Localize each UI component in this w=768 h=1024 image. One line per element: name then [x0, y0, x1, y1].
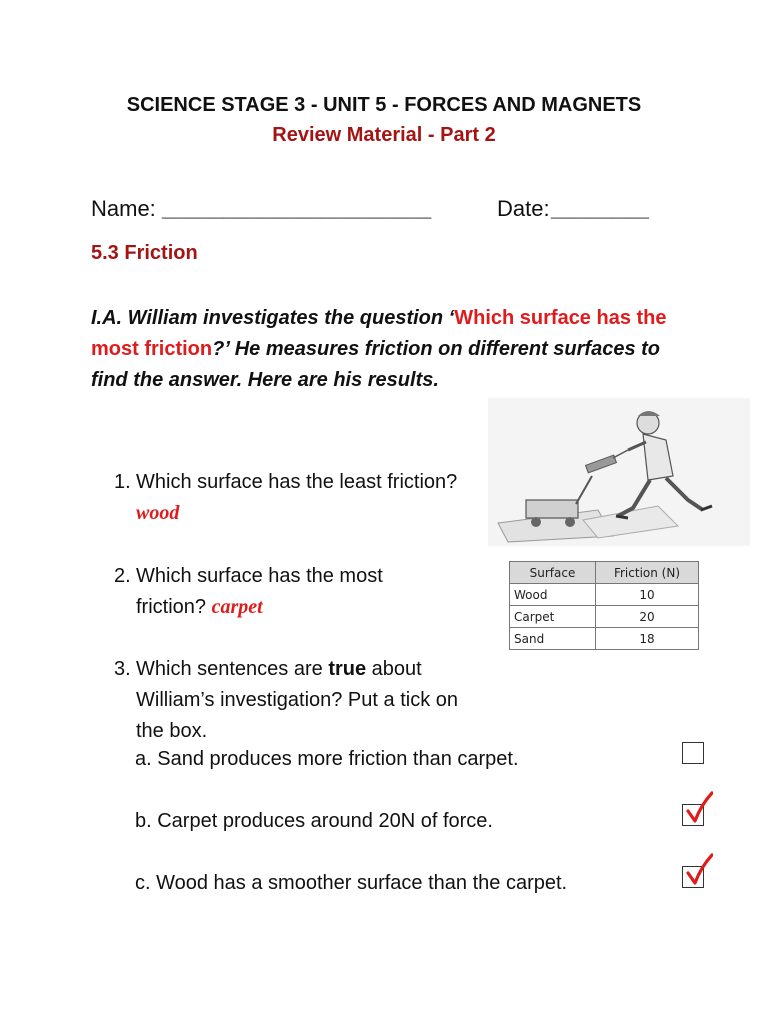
- table-cell: Carpet: [510, 606, 596, 628]
- table-cell: Sand: [510, 628, 596, 650]
- question-number: 3.: [114, 658, 131, 680]
- option-b-checkbox[interactable]: [682, 804, 704, 826]
- question-3-bold: true: [328, 658, 367, 680]
- document-title: SCIENCE STAGE 3 - UNIT 5 - FORCES AND MAGNETS: [126, 94, 642, 116]
- intro-prefix: I.A. William investigates the question ‘: [91, 307, 455, 329]
- question-number: 1.: [114, 471, 131, 493]
- table-row: [510, 584, 699, 606]
- table-row: [510, 628, 699, 650]
- table-cell: Wood: [510, 584, 596, 606]
- checkmark-icon: [685, 853, 713, 887]
- table-cell: 20: [596, 606, 699, 628]
- checkmark-icon: [685, 791, 713, 825]
- document-subtitle: Review Material - Part 2: [272, 124, 496, 146]
- option-c-text: c. Wood has a smoother surface than the carpet.: [135, 872, 568, 894]
- table-header: Surface: [510, 562, 596, 584]
- question-3-text-b: about William’s investigation? Put a tick on the box.: [136, 658, 458, 742]
- date-field[interactable]: ________: [551, 196, 649, 221]
- name-field[interactable]: ______________________: [162, 196, 432, 221]
- option-b-text: b. Carpet produces around 20N of force.: [135, 810, 493, 832]
- table-row: [510, 606, 699, 628]
- table-cell: 18: [596, 628, 699, 650]
- intro-suffix: ?’ He measures friction on different surfaces to find the answer. Here are his results.: [91, 338, 661, 391]
- intro-highlight: Which surface has the most friction: [91, 307, 667, 360]
- question-2-text: Which surface has the most friction?: [136, 565, 383, 618]
- table-header: Friction (N): [596, 562, 699, 584]
- option-a-checkbox[interactable]: [682, 742, 704, 764]
- boy-pulling-cart-icon: [488, 398, 750, 546]
- question-1-text: Which surface has the least friction?: [136, 471, 458, 493]
- results-table: [509, 561, 699, 650]
- table-header-row: [510, 562, 699, 584]
- question-number: 2.: [114, 565, 131, 587]
- date-label: Date:: [497, 196, 550, 221]
- question-3-text-a: Which sentences are: [136, 658, 329, 680]
- question-text: [136, 654, 466, 747]
- option-c-checkbox[interactable]: [682, 866, 704, 888]
- question-intro: [91, 303, 691, 396]
- answer-text: wood: [136, 502, 180, 524]
- section-heading: 5.3 Friction: [91, 242, 198, 264]
- answer-text: carpet: [211, 596, 263, 618]
- option-a-text: a. Sand produces more friction than carpet.: [135, 748, 519, 770]
- question-text: [136, 467, 496, 529]
- question-text: [136, 561, 426, 623]
- table-cell: 10: [596, 584, 699, 606]
- name-label: Name:: [91, 196, 156, 221]
